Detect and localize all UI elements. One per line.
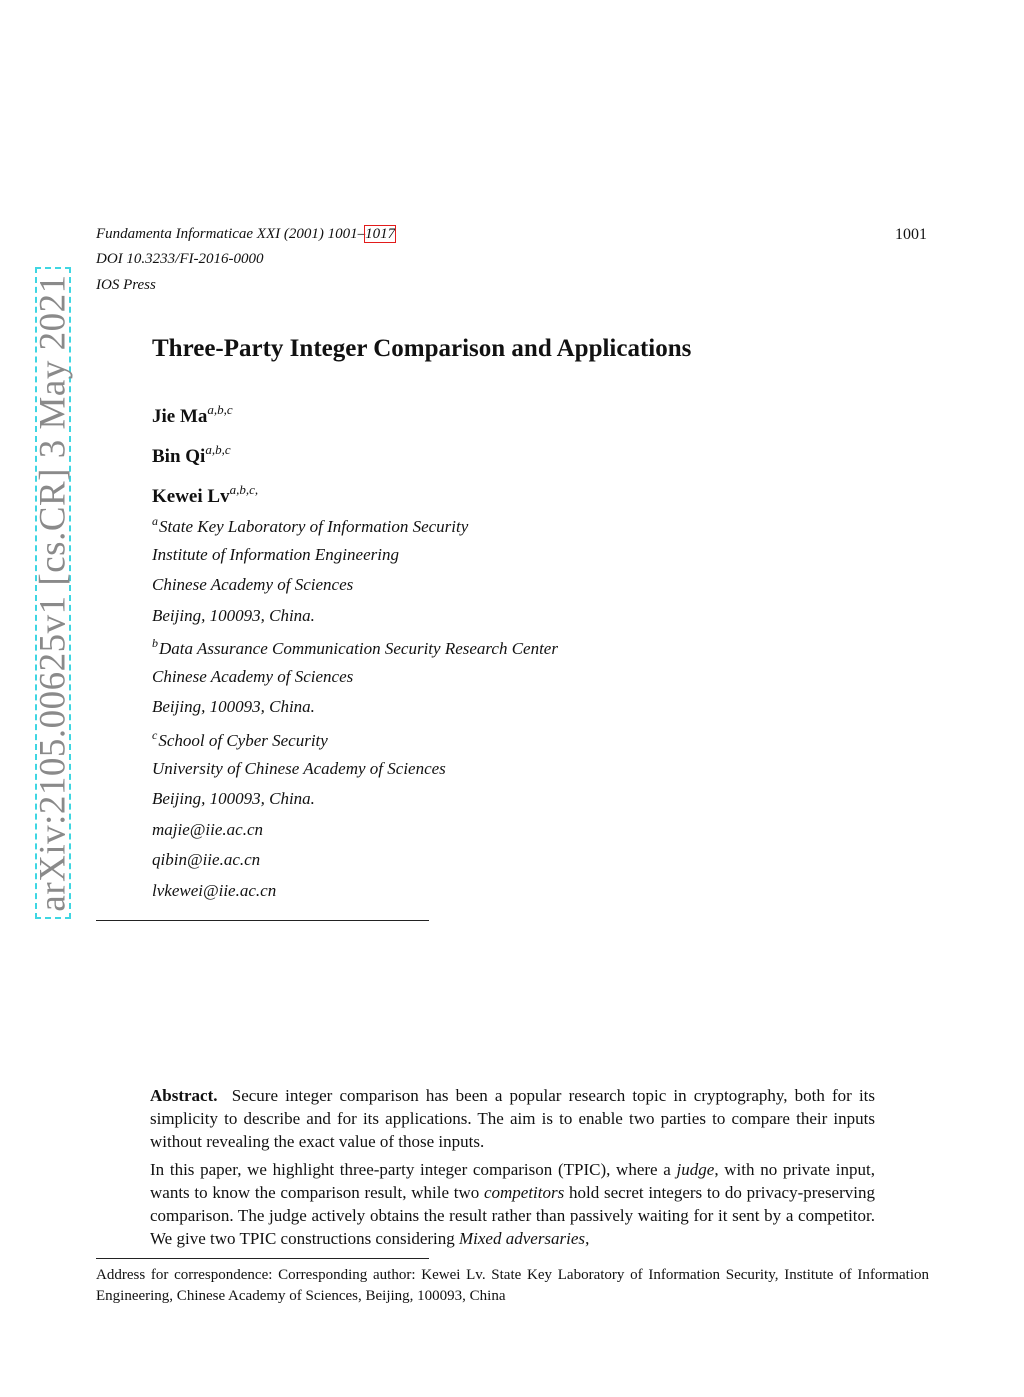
affiliation-b-line2: Chinese Academy of Sciences <box>152 667 354 686</box>
affiliation-b-line1 <box>152 637 558 657</box>
affiliation-a-line4: Beijing, 100093, China. <box>152 606 315 625</box>
author-name: Bin Qi <box>152 446 206 467</box>
abstract-paragraph-2 <box>150 1158 875 1250</box>
affiliation-a-line2: Institute of Information Engineering <box>152 545 399 564</box>
affil-mark: c <box>152 728 158 742</box>
author-affil: a,b,c <box>207 402 233 417</box>
email-1[interactable]: majie@iie.ac.cn <box>152 820 263 839</box>
arxiv-stamp <box>32 267 74 919</box>
doi: DOI 10.3233/FI-2016-0000 <box>96 251 264 267</box>
emph-competitors: competitors <box>483 1183 565 1202</box>
paper-title: Three-Party Integer Comparison and Applications <box>152 335 692 362</box>
affiliation-a-line1 <box>152 515 468 535</box>
abstract-paragraph-1 <box>150 1084 875 1153</box>
author-2 <box>152 443 231 466</box>
author-3 <box>152 483 258 506</box>
arxiv-id: arXiv:2105.00625v1 [cs.CR] 3 May 2021 <box>32 274 74 912</box>
author-affil: a,b,c <box>205 442 231 457</box>
correspondence-footnote: Address for correspondence: Corresponding author: Kewei Lv. State Key Laboratory of Information Security, Institute of Information Engineering, Chinese Academy of Sciences, Beijing, 100093, China <box>96 1267 929 1304</box>
abstract-label: Abstract. <box>150 1086 218 1105</box>
journal-header <box>96 227 395 242</box>
author-name: Jie Ma <box>152 406 208 427</box>
footnote-divider <box>96 1258 429 1259</box>
abstract-text: , <box>585 1229 590 1248</box>
affil-mark: a <box>152 514 158 528</box>
emph-judge: judge <box>676 1160 715 1179</box>
affil-text: State Key Laboratory of Information Security <box>159 517 469 536</box>
abstract-text: hold secret integers to do privacy-preserving comparison. The judge actively obtains the result rather than passively waiting for it sent by a competitor. We give two TPIC constructions considering <box>150 1183 875 1248</box>
affiliation-c-line1 <box>152 729 328 749</box>
page-number: 1001 <box>895 226 927 243</box>
divider <box>96 920 429 921</box>
last-page-link[interactable]: 1017 <box>365 226 396 242</box>
affiliation-c-line3: Beijing, 100093, China. <box>152 789 315 808</box>
affiliation-b-line3: Beijing, 100093, China. <box>152 697 315 716</box>
affiliation-c-line2: University of Chinese Academy of Sciences <box>152 759 446 778</box>
author-affil: a,b,c, <box>229 482 259 497</box>
affil-mark: b <box>152 636 158 650</box>
email-3[interactable]: lvkewei@iie.ac.cn <box>152 881 277 900</box>
affil-text: School of Cyber Security <box>158 731 328 750</box>
publisher: IOS Press <box>96 277 156 293</box>
author-1 <box>152 403 233 426</box>
journal-range: Fundamenta Informaticae XXI (2001) 1001– <box>96 226 366 242</box>
emph-mixed-adversaries: Mixed adversaries <box>459 1229 586 1248</box>
abstract-text: In this paper, we highlight three-party integer comparison (TPIC), where a <box>150 1160 677 1179</box>
author-name: Kewei Lv <box>152 486 230 507</box>
abstract-text: Secure integer comparison has been a popular research topic in cryptography, both for its simplicity to describe and for its applications. The aim is to enable two parties to compare their inputs without revealing the exact value of those inputs. <box>150 1086 876 1151</box>
affiliation-a-line3: Chinese Academy of Sciences <box>152 575 354 594</box>
email-2[interactable]: qibin@iie.ac.cn <box>152 850 261 869</box>
abstract-text: , with no private input, wants to know the comparison result, while two <box>150 1160 876 1202</box>
affil-text: Data Assurance Communication Security Research Center <box>159 639 558 658</box>
